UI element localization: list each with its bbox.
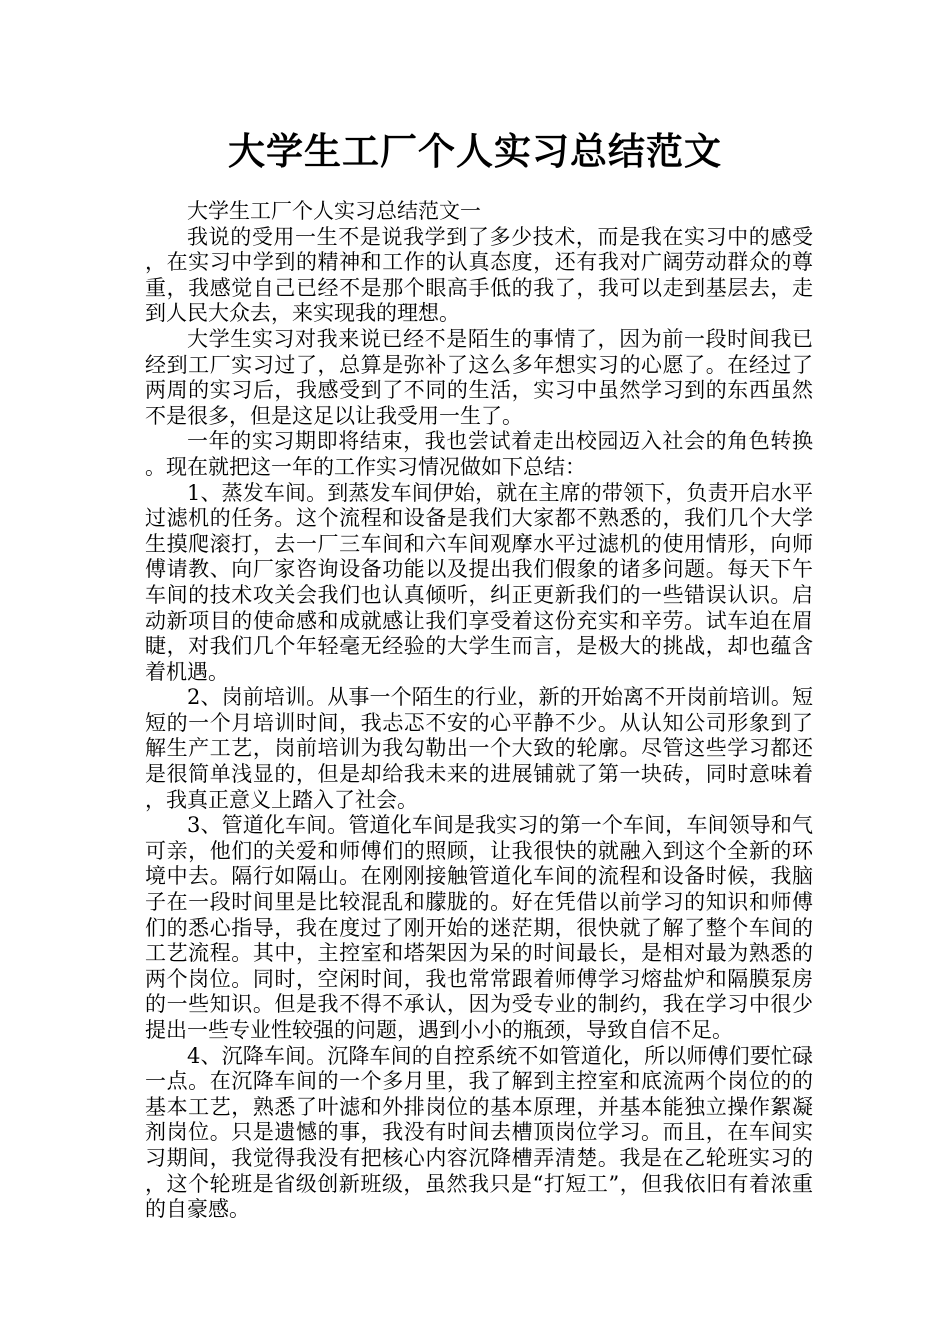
document-body (145, 199, 813, 1223)
paragraph-pipeline-workshop: 3、管道化车间。管道化车间是我实习的第一个车间，车间领导和气可亲，他们的关爱和师傅们的照顾，让我很快的就融入到这个全新的环境中去。隔行如隔山。在刚刚接触管道化车间的流程和设备时候，我脑子在一段时间里是比较混乱和朦胧的。好在凭借以前学习的知识和师傅们的悉心指导，我在度过了刚开始的迷茫期，很快就了解了整个车间的工艺流程。其中，主控室和塔架因为呆的时间最长，是相对最为熟悉的两个岗位。同时，空闲时间，我也常常跟着师傅学习熔盐炉和隔膜泵房的一些知识。但是我不得不承认，因为受专业的制约，我在学习中很少提出一些专业性较强的问题，遇到小小的瓶颈，导致自信不足。 (145, 813, 813, 1042)
paragraph-pre-job-training: 2、岗前培训。从事一个陌生的行业，新的开始离不开岗前培训。短短的一个月培训时间，我忐忑不安的心平静不少。从认知公司形象到了解生产工艺，岗前培训为我勾勒出一个大致的轮廓。尽管这些学习都还是很简单浅显的，但是却给我未来的进展铺就了第一块砖，同时意味着，我真正意义上踏入了社会。 (145, 685, 813, 812)
paragraph-experience: 大学生实习对我来说已经不是陌生的事情了，因为前一段时间我已经到工厂实习过了，总算是弥补了这么多年想实习的心愿了。在经过了两周的实习后，我感受到了不同的生活，实习中虽然学习到的东西虽然不是很多，但是这足以让我受用一生了。 (145, 326, 813, 428)
paragraph-intro: 我说的受用一生不是说我学到了多少技术，而是我在实习中的感受，在实习中学到的精神和工作的认真态度，还有我对广阔劳动群众的尊重，我感觉自己已经不是那个眼高手低的我了，我可以走到基层去，走到人民大众去，来实现我的理想。 (145, 224, 813, 326)
paragraph-evaporation-workshop: 1、蒸发车间。到蒸发车间伊始，就在主席的带领下，负责开启水平过滤机的任务。这个流程和设备是我们大家都不熟悉的，我们几个大学生摸爬滚打，去一厂三车间和六车间观摩水平过滤机的使用情形，向师傅请教、向厂家咨询设备功能以及提出我们假象的诸多问题。每天下午车间的技术攻关会我们也认真倾听，纠正更新我们的一些错误认识。启动新项目的使命感和成就感让我们享受着这份充实和辛劳。试车迫在眉睫，对我们几个年轻毫无经验的大学生而言，是极大的挑战，却也蕴含着机遇。 (145, 480, 813, 684)
paragraph-subtitle: 大学生工厂个人实习总结范文一 (187, 199, 481, 223)
paragraph-summary-lead: 一年的实习期即将结束，我也尝试着走出校园迈入社会的角色转换。现在就把这一年的工作实习情况做如下总结： (145, 429, 813, 479)
document-title: 大学生工厂个人实习总结范文 (228, 130, 722, 173)
paragraph-settling-workshop: 4、沉降车间。沉降车间的自控系统不如管道化，所以师傅们要忙碌一点。在沉降车间的一个多月里，我了解到主控室和底流两个岗位的的基本工艺，熟悉了叶滤和外排岗位的基本原理，并基本能独立操作絮凝剂岗位。只是遗憾的事，我没有时间去槽顶岗位学习。而且，在车间实习期间，我觉得我没有把核心内容沉降槽弄清楚。我是在乙轮班实习的，这个轮班是省级创新班级，虽然我只是“打短工”，但我依旧有着浓重的自豪感。 (145, 1043, 813, 1222)
